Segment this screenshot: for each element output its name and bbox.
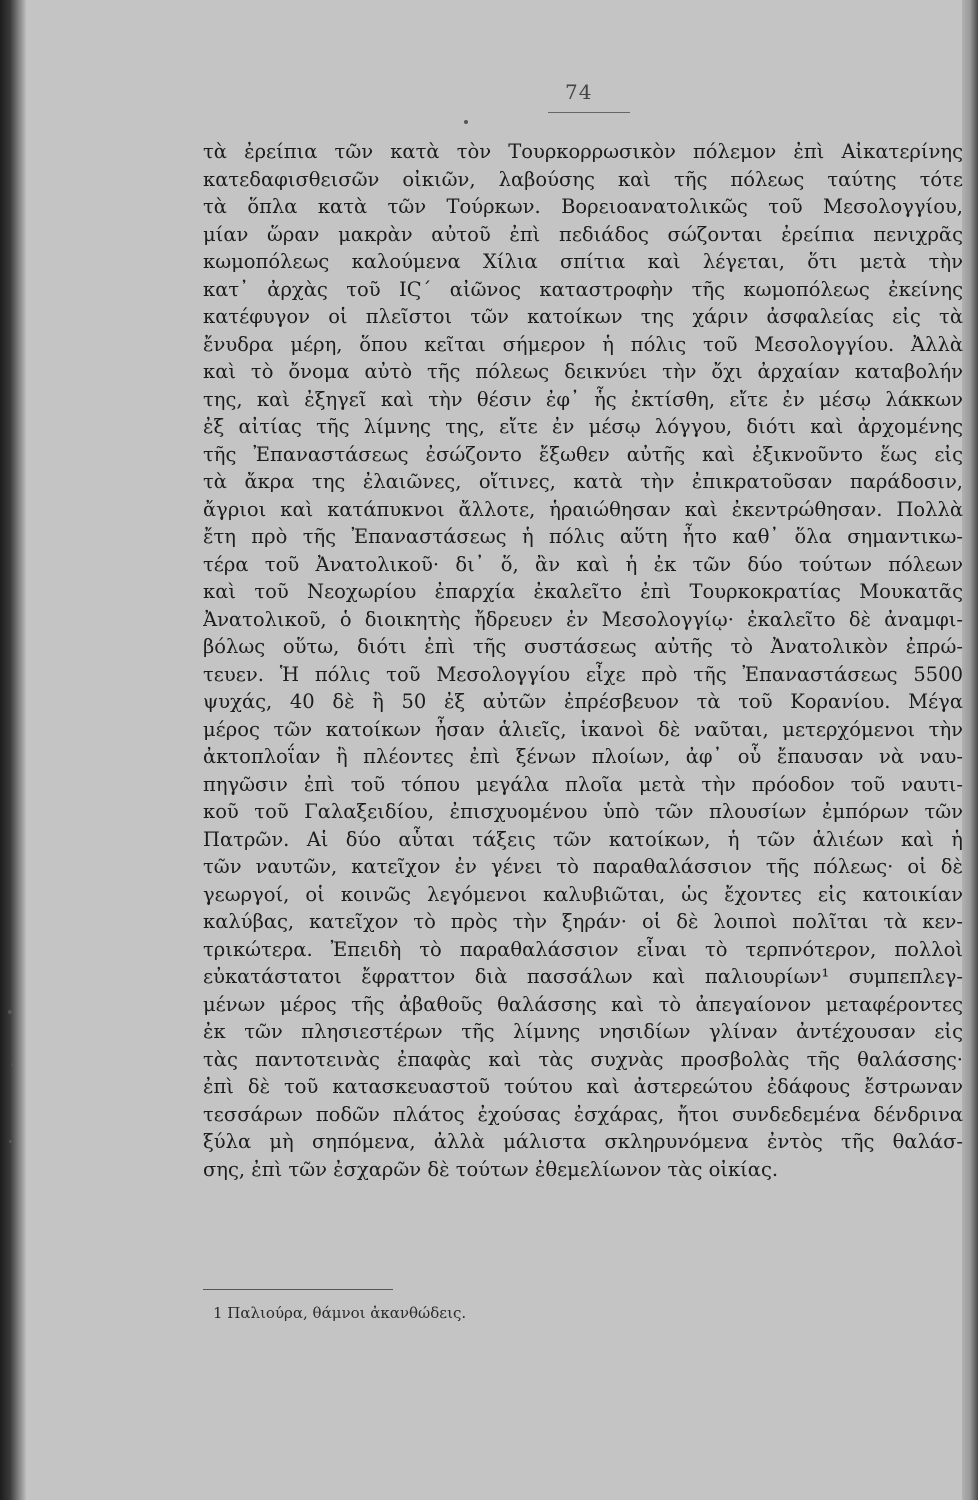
text-line: τὰ ἄκρα της ἐλαιῶνες, οἵτινες, κατὰ τὴν ἐπικρατοῦσαν παράδοσιν, — [203, 470, 963, 493]
text-line: ἐξ αἰτίας τῆς λίμνης της, εἴτε ἐν μέσῳ λόγγου, διότι καὶ ἀρχομένης — [203, 415, 963, 438]
text-line: κωμοπόλεως καλούμενα Χίλια σπίτια καὶ λέγεται, ὅτι μετὰ τὴν — [203, 250, 963, 273]
text-line: γεωργοί, οἱ κοινῶς λεγόμενοι καλυβιῶται, ὡς ἔχοντες εἰς κατοικίαν — [203, 882, 963, 906]
body-text — [203, 138, 963, 1183]
text-line: Πατρῶν. Αἱ δύο αὗται τάξεις τῶν κατοίκων, ἡ τῶν ἁλιέων καὶ ἡ — [203, 827, 963, 851]
scan-speck — [9, 1140, 12, 1143]
text-line: μέρος τῶν κατοίκων ἦσαν ἁλιεῖς, ἱκανοὶ δὲ ναῦται, μετερχόμενοι τὴν — [203, 717, 963, 741]
text-line: τευεν. Ἡ πόλις τοῦ Μεσολογγίου εἶχε πρὸ τῆς Ἐπαναστάσεως 5500 — [203, 662, 963, 686]
text-line: ἀκτοπλοΐαν ἢ πλέοντες ἐπὶ ξένων πλοίων, ἀφ᾽ οὗ ἔπαυσαν νὰ ναυ- — [203, 745, 963, 768]
text-line: τέρα τοῦ Ἀνατολικοῦ· δι᾽ ὅ, ἂν καὶ ἡ ἐκ τῶν δύο τούτων πόλεων — [203, 552, 963, 576]
text-line: κατ᾽ ἀρχὰς τοῦ ΙϚ΄ αἰῶνος καταστροφὴν τῆς κωμοπόλεως ἐκείνης — [203, 277, 963, 301]
scan-speck — [464, 120, 468, 124]
text-line: ἄγριοι καὶ κατάπυκνοι ἄλλοτε, ἡραιώθησαν καὶ ἐκεντρώθησαν. Πολλὰ — [203, 497, 963, 521]
footnote-rule — [203, 1289, 393, 1290]
text-line: κατέφυγον οἱ πλεῖστοι τῶν κατοίκων της χάριν ἀσφαλείας εἰς τὰ — [203, 305, 963, 328]
text-line: ψυχάς, 40 δὲ ἢ 50 ἐξ αὐτῶν ἐπρέσβευον τὰ τοῦ Κορανίου. Μέγα — [203, 690, 963, 713]
text-line: ἔτη πρὸ τῆς Ἐπαναστάσεως ἡ πόλις αὕτη ἦτο καθ᾽ ὅλα σημαντικω- — [203, 525, 963, 548]
text-line: της, καὶ ἐξηγεῖ καὶ τὴν θέσιν ἐφ᾽ ἧς ἐκτίσθη, εἴτε ἐν μέσῳ λάκκων — [203, 387, 963, 411]
text-line: κοῦ τοῦ Γαλαξειδίου, ἐπισχυομένου ὑπὸ τῶν πλουσίων ἐμπόρων τῶν — [203, 800, 963, 823]
text-line: ἐκ τῶν πλησιεστέρων τῆς λίμνης νησιδίων γλίναν ἀντέχουσαν εἰς — [203, 1020, 963, 1043]
text-line: τεσσάρων ποδῶν πλάτος ἐχούσας ἐσχάρας, ἤτοι συνδεδεμένα δένδρινα — [203, 1102, 963, 1126]
scan-speck — [11, 1063, 14, 1066]
page-number: 74 — [565, 80, 593, 104]
text-line: τὰ ἐρείπια τῶν κατὰ τὸν Τουρκορρωσικὸν πόλεμον ἐπὶ Αἰκατερίνης — [203, 140, 963, 163]
text-line: τῆς Ἐπαναστάσεως ἐσώζοντο ἔξωθεν αὐτῆς καὶ ἐξικνοῦντο ἕως εἰς — [203, 442, 963, 466]
text-line: τὰς παντοτεινὰς ἐπαφὰς καὶ τὰς συχνὰς προσβολὰς τῆς θαλάσσης· — [203, 1047, 963, 1071]
text-line: βόλως οὕτω, διότι ἐπὶ τῆς συστάσεως αὐτῆς τὸ Ἀνατολικὸν ἐπρώ- — [203, 635, 963, 658]
text-line: πηγῶσιν ἐπὶ τοῦ τόπου μεγάλα πλοῖα μετὰ τὴν πρόοδον τοῦ ναυτι- — [203, 772, 963, 796]
text-line: καλύβας, κατεῖχον τὸ πρὸς τὴν ξηράν· οἱ δὲ λοιποὶ πολῖται τὰ κεν- — [203, 910, 963, 933]
text-line: μένων μέρος τῆς ἀβαθοῦς θαλάσσης καὶ τὸ ἀπεγαίονον μεταφέροντες — [203, 992, 963, 1016]
text-line: καὶ τὸ ὄνομα αὐτὸ τῆς πόλεως δεικνύει τὴν ὄχι ἀρχαίαν καταβολήν — [203, 360, 963, 383]
text-line: τρικώτερα. Ἐπειδὴ τὸ παραθαλάσσιον εἶναι τὸ τερπνότερον, πολλοὶ — [203, 937, 963, 961]
text-line: τὰ ὅπλα κατὰ τῶν Τούρκων. Βορειοανατολικῶς τοῦ Μεσολογγίου, — [203, 195, 963, 218]
text-line: καὶ τοῦ Νεοχωρίου ἐπαρχία ἐκαλεῖτο ἐπὶ Τουρκοκρατίας Μουκατᾶς — [203, 580, 963, 603]
text-line: ξύλα μὴ σηπόμενα, ἀλλὰ μάλιστα σκληρυνόμενα ἐντὸς τῆς θαλάσ- — [203, 1130, 963, 1153]
text-line: μίαν ὥραν μακρὰν αὐτοῦ ἐπὶ πεδιάδος σώζονται ἐρείπια πενιχρᾶς — [203, 222, 963, 246]
text-line: Ἀνατολικοῦ, ὁ διοικητὴς ἤδρευεν ἐν Μεσολογγίῳ· ἐκαλεῖτο δὲ ἀναμφι- — [203, 607, 963, 631]
text-line: εὐκατάστατοι ἔφραττον διὰ πασσάλων καὶ παλιουρίων¹ συμπεπλεγ- — [203, 965, 963, 988]
text-line: τῶν ναυτῶν, κατεῖχον ἐν γένει τὸ παραθαλάσσιον τῆς πόλεως· οἱ δὲ — [203, 855, 963, 878]
text-line: ἔνυδρα μέρη, ὅπου κεῖται σήμερον ἡ πόλις τοῦ Μεσολογγίου. Ἀλλὰ — [203, 332, 963, 356]
text-line: σης, ἐπὶ τῶν ἐσχαρῶν δὲ τούτων ἐθεμελίωνον τὰς οἰκίας. — [203, 1157, 779, 1181]
footnote: 1 Παλιούρα, θάμνοι ἀκανθώδεις. — [213, 1304, 467, 1322]
text-line: ἐπὶ δὲ τοῦ κατασκευαστοῦ τούτου καὶ ἀστερεώτου ἐδάφους ἔστρωναν — [203, 1075, 963, 1098]
page-number-rule — [548, 112, 630, 113]
scan-speck — [8, 1010, 12, 1014]
text-line: κατεδαφισθεισῶν οἰκιῶν, λαβούσης καὶ τῆς πόλεως ταύτης τότε — [203, 167, 963, 191]
